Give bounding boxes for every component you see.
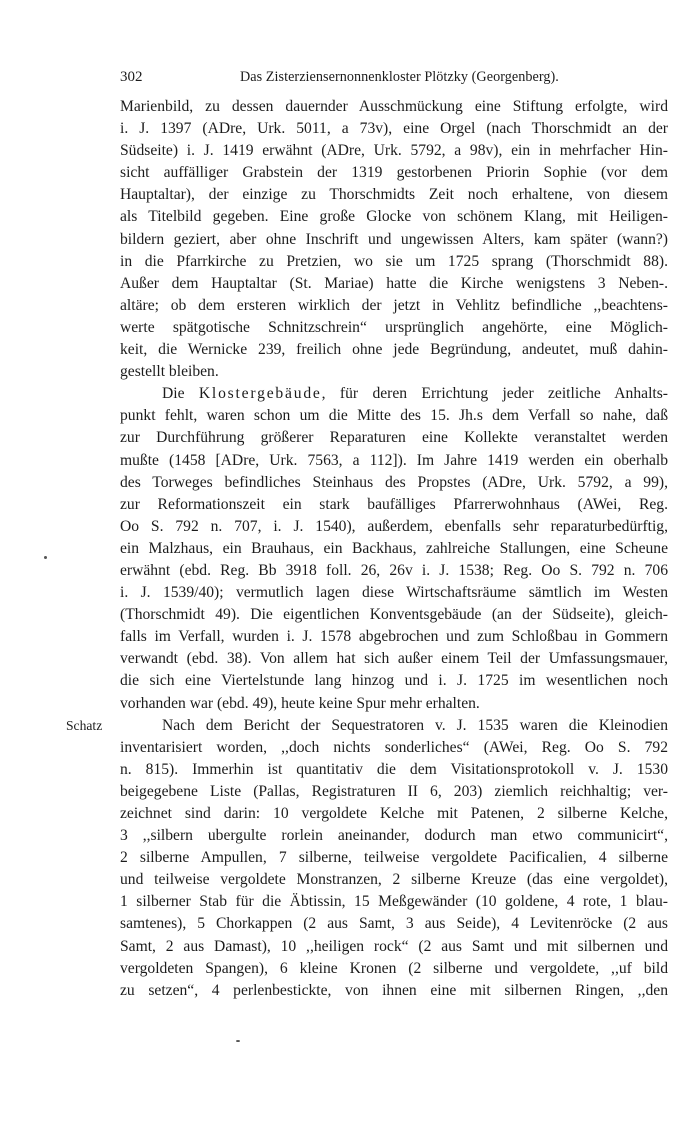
body-text xyxy=(120,96,668,1002)
text-line: samtenes), 5 Chorkappen (2 aus Samt, 3 aus Seide), 4 Levitenröcke (2 aus xyxy=(120,915,668,933)
text-line: vergoldeten Spangen), 6 kleine Kronen (2 silberne und vergoldete, ,,uf bild xyxy=(120,959,668,977)
text-line: i. J. 1539/40); vermutlich lagen diese Wirtschaftsräume sämtlich im Westen xyxy=(120,584,668,602)
text-line: 2 silberne Ampullen, 7 silberne, teilweise vergoldete Pacificalien, 4 silberne xyxy=(120,849,668,867)
text-line: keit, die Wernicke 239, freilich ohne jede Begründung, andeutet, muß dahin- xyxy=(120,341,668,359)
running-head xyxy=(120,66,668,88)
text-line: als Titelbild gegeben. Eine große Glocke von schönem Klang, mit Heiligen- xyxy=(120,208,668,226)
text-line: zur Reformationszeit ein stark baufälliges Pfarrerwohnhaus (AWei, Reg. xyxy=(120,495,668,513)
text-line: altäre; ob dem ersteren wirklich der jetzt in Vehlitz befindliche ,,beachtens- xyxy=(120,296,668,314)
text-line: vorhanden war (ebd. 49), heute keine Spur mehr erhalten. xyxy=(120,694,480,712)
text-line: Marienbild, zu dessen dauernder Ausschmückung eine Stiftung erfolgte, wird xyxy=(120,98,668,115)
text-line: falls im Verfall, wurden i. J. 1578 abgebrochen und zum Schloßbau in Gommern xyxy=(120,628,668,646)
text-line: zur Durchführung größerer Reparaturen eine Kollekte veranstaltet werden xyxy=(120,429,668,447)
text-line: (Thorschmidt 49). Die eigentlichen Konventsgebäude (an der Südseite), gleich- xyxy=(120,606,668,624)
text-line: gestellt bleiben. xyxy=(120,363,219,381)
text-line: zeichnet sind darin: 10 vergoldete Kelche mit Patenen, 2 silberne Kelche, xyxy=(120,805,668,822)
text-line: erwähnt (ebd. Reg. Bb 3918 foll. 26, 26v i. J. 1538; Reg. Oo S. 792 n. 706 xyxy=(120,561,668,579)
text-line: ein Malzhaus, ein Brauhaus, ein Backhaus, zahlreiche Stallungen, eine Scheune xyxy=(120,539,668,557)
text-line: 3 ,,silbern ubergulte rorlein aneinander, dodurch man etwo communicirt“, xyxy=(120,827,668,845)
text-line: Oo S. 792 n. 707, i. J. 1540), außerdem, ebenfalls sehr reparaturbedürftig, xyxy=(120,517,668,535)
spaced-term: Klostergebäude xyxy=(198,385,322,403)
text-line: verwandt (ebd. 38). Von allem hat sich außer einem Teil der Umfassungsmauer, xyxy=(120,650,668,668)
text-line: und teilweise vergoldete Monstranzen, 2 silberne Kreuze (das eine vergoldet), xyxy=(120,871,668,889)
print-speck xyxy=(44,556,47,559)
text-line: zu setzen“, 4 perlenbestickte, von ihnen eine mit silbernen Ringen, ,,den xyxy=(120,981,668,999)
text-line: die sich eine Viertelstunde lang hinzog und i. J. 1725 im wesentlichen noch xyxy=(120,672,668,690)
text-line: n. 815). Immerhin ist quantitativ die dem Visitationsprotokoll v. J. 1530 xyxy=(120,760,668,778)
paragraph-first-line xyxy=(120,383,668,405)
text-line: beigegebene Liste (Pallas, Registraturen II 6, 203) ziemlich reichhaltig; ver- xyxy=(120,782,668,800)
line-prefix: Die xyxy=(162,385,199,403)
print-speck xyxy=(236,1040,240,1042)
text-line: sicht auffälliger Grabstein der 1319 gestorbenen Priorin Sophie (vor dem xyxy=(120,164,668,182)
running-head-title: Das Zisterziensernonnenkloster Plötzky (Georgenberg). xyxy=(240,69,559,85)
text-line: in die Pfarrkirche zu Pretzien, wo sie um 1725 sprang (Thorschmidt 88). xyxy=(120,252,668,270)
text-line: Außer dem Hauptaltar (St. Mariae) hatte die Kirche wenigstens 3 Neben-. xyxy=(120,274,668,292)
paragraph-first-line: Nach dem Bericht der Sequestratoren v. J. 1535 waren die Kleinodien xyxy=(162,716,668,734)
page-number: 302 xyxy=(120,69,143,85)
text-line: des Torweges befindliches Steinhaus des Propstes (ADre, Urk. 5792, a 99), xyxy=(120,473,668,491)
text-line: werte spätgotische Schnitzschrein“ ursprünglich angehörte, eine Möglich- xyxy=(120,318,668,336)
text-line: inventarisiert worden, ,,doch nichts sonderliches“ (AWei, Reg. Oo S. 792 xyxy=(120,738,668,756)
text-line: i. J. 1397 (ADre, Urk. 5011, a 73v), eine Orgel (nach Thorschmidt an der xyxy=(120,120,668,138)
text-line: bildern geziert, aber ohne Inschrift und ungewissen Alters, kam später (wann?) xyxy=(120,230,668,248)
margin-note-schatz: Schatz xyxy=(66,718,103,733)
text-line: mußte (1458 [ADre, Urk. 7563, a 112]). Im Jahre 1419 werden ein oberhalb xyxy=(120,451,668,469)
text-line: Hauptaltar), der einzige zu Thorschmidts Zeit noch erhaltene, von diesem xyxy=(120,186,668,204)
text-line: Südseite) i. J. 1419 erwähnt (ADre, Urk. 5792, a 98v), ein in mehrfacher Hin- xyxy=(120,142,668,160)
text-line: 1 silberner Stab für die Äbtissin, 15 Meßgewänder (10 goldene, 4 rote, 1 blau- xyxy=(120,893,668,911)
line-rest: , für deren Errichtung jeder zeitliche Anhalts- xyxy=(321,385,668,403)
text-line: punkt fehlt, waren schon um die Mitte des 15. Jh.s dem Verfall so nahe, daß xyxy=(120,407,668,425)
text-line: Samt, 2 aus Damast), 10 ,,heiligen rock“ (2 aus Samt und mit silbernen und xyxy=(120,937,668,955)
